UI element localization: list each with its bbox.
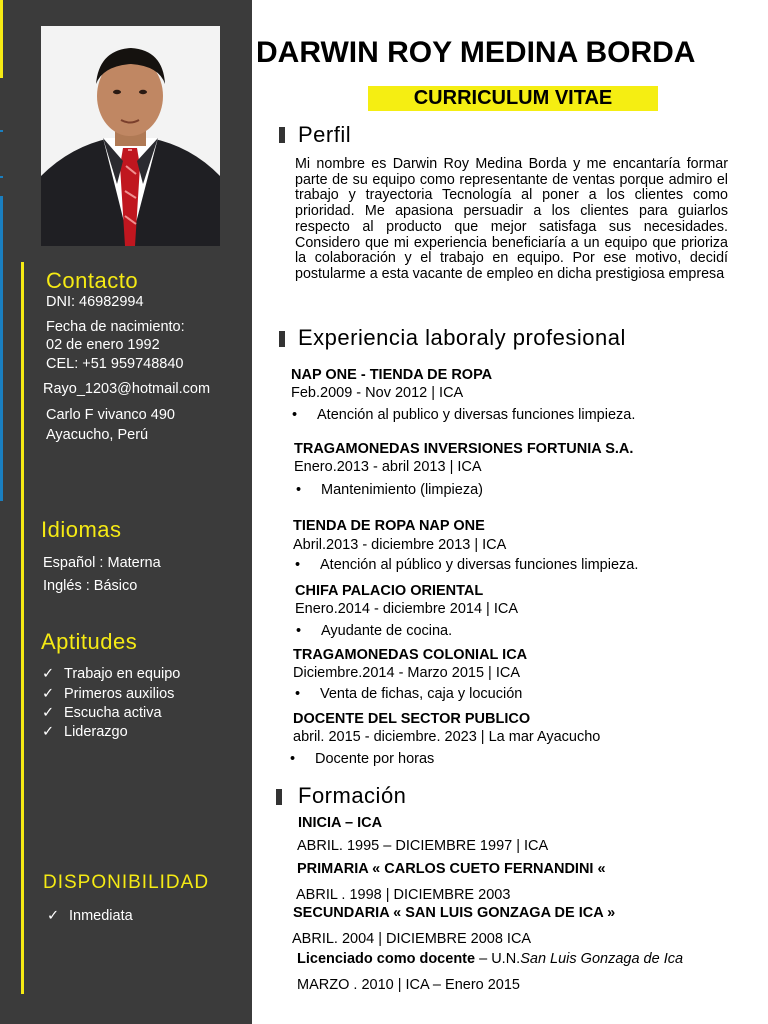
education-dates: ABRIL. 2004 | DICIEMBRE 2008 ICA (292, 931, 532, 947)
job-dates: abril. 2015 - diciembre. 2023 | La mar Ayacucho (293, 729, 601, 745)
education-title: INICIA – ICA (298, 815, 383, 831)
phone-text: CEL: +51 959748840 (46, 356, 184, 372)
bullet-icon: • (292, 407, 298, 423)
job-dates: Feb.2009 - Nov 2012 | ICA (291, 385, 464, 401)
section-marker-icon (279, 331, 285, 347)
job-duty: Mantenimiento (limpieza) (321, 482, 483, 498)
profile-heading: Perfil (298, 122, 352, 147)
candidate-name: DARWIN ROY MEDINA BORDA (256, 36, 696, 69)
skill-label: Trabajo en equipo (64, 666, 181, 682)
birth-date: 02 de enero 1992 (46, 337, 160, 353)
job-bullet (290, 751, 434, 767)
job-dates: Abril.2013 - diciembre 2013 | ICA (293, 537, 507, 553)
education-title (297, 951, 683, 967)
degree-institution: San Luis Gonzaga de Ica (520, 951, 684, 967)
skill-item (42, 724, 128, 740)
contact-heading: Contacto (46, 268, 139, 293)
check-icon: ✓ (42, 724, 55, 740)
bullet-icon: • (295, 557, 301, 573)
document-subtitle: CURRICULUM VITAE (413, 87, 613, 109)
skill-label: Escucha activa (64, 705, 162, 721)
education-heading: Formación (298, 783, 407, 808)
job-duty: Ayudante de cocina. (321, 623, 453, 639)
sidebar-accent-line (21, 262, 24, 994)
bullet-icon: • (290, 751, 296, 767)
address-line-1: Carlo F vivanco 490 (46, 407, 175, 423)
skill-label: Primeros auxilios (64, 686, 175, 702)
job-bullet (292, 407, 635, 423)
education-dates: MARZO . 2010 | ICA – Enero 2015 (297, 977, 520, 993)
check-icon: ✓ (42, 666, 55, 682)
birth-label: Fecha de nacimiento: (46, 319, 185, 335)
availability-item (47, 908, 133, 924)
skill-item (42, 686, 174, 702)
edge-accent-yellow (0, 0, 3, 78)
job-dates: Diciembre.2014 - Marzo 2015 | ICA (293, 665, 521, 681)
job-bullet (296, 482, 483, 498)
profile-text: Mi nombre es Darwin Roy Medina Borda y me encantaría formar parte de su equipo como representante de ventas porque admiro el trabajo y trayectoria Tecnología al poner a los clientes como prioridad. Me apasiona persuadir a los clientes para guiarlos respecto al producto que mejor satisfaga sus necesidades. Considero que mi experiencia beneficiaría a un equipo que prioriza la colaboración y el trabajo en equipo. Por ese motivo, decidí postularme a esta vacante de empleo en dicha prestigiosa empresa (295, 156, 728, 282)
job-bullet (296, 623, 452, 639)
job-duty: Atención al público y diversas funciones limpieza. (320, 557, 639, 573)
section-marker-icon (276, 789, 282, 805)
job-title: CHIFA PALACIO ORIENTAL (295, 583, 484, 599)
skill-label: Liderazgo (64, 724, 128, 740)
skill-item (42, 666, 180, 682)
availability-label: Inmediata (69, 908, 133, 924)
dni-text: DNI: 46982994 (46, 294, 144, 310)
edge-accent-blue (0, 196, 3, 501)
job-bullet (295, 557, 638, 573)
profile-photo (41, 26, 220, 246)
section-marker-icon (279, 127, 285, 143)
degree-label: Licenciado como docente (297, 951, 476, 967)
degree-institution-prefix: – U.N. (475, 951, 521, 967)
check-icon: ✓ (47, 908, 60, 924)
job-duty: Atención al publico y diversas funciones limpieza. (317, 407, 636, 423)
job-duty: Venta de fichas, caja y locución (320, 686, 523, 702)
languages-heading: Idiomas (41, 517, 122, 542)
job-dates: Enero.2014 - diciembre 2014 | ICA (295, 601, 519, 617)
job-duty: Docente por horas (315, 751, 435, 767)
address-line-2: Ayacucho, Perú (46, 427, 149, 443)
edge-tick (0, 176, 3, 178)
job-title: TRAGAMONEDAS COLONIAL ICA (293, 647, 528, 663)
bullet-icon: • (295, 686, 301, 702)
experience-heading: Experiencia laboraly profesional (298, 325, 626, 350)
education-title: PRIMARIA « CARLOS CUETO FERNANDINI « (297, 861, 606, 877)
job-title: TIENDA DE ROPA NAP ONE (293, 518, 485, 534)
availability-heading: DISPONIBILIDAD (43, 872, 210, 893)
bullet-icon: • (296, 482, 302, 498)
edge-tick (0, 130, 3, 132)
education-dates: ABRIL . 1998 | DICIEMBRE 2003 (296, 887, 511, 903)
check-icon: ✓ (42, 705, 55, 721)
bullet-icon: • (296, 623, 302, 639)
job-title: NAP ONE - TIENDA DE ROPA (291, 367, 493, 383)
job-title: TRAGAMONEDAS INVERSIONES FORTUNIA S.A. (294, 441, 634, 457)
job-title: DOCENTE DEL SECTOR PUBLICO (293, 711, 531, 727)
check-icon: ✓ (42, 686, 55, 702)
skill-item (42, 705, 162, 721)
education-dates: ABRIL. 1995 – DICIEMBRE 1997 | ICA (297, 838, 549, 854)
skills-heading: Aptitudes (41, 629, 138, 654)
education-title: SECUNDARIA « SAN LUIS GONZAGA DE ICA » (293, 905, 616, 921)
email-text: Rayo_1203@hotmail.com (43, 381, 211, 397)
language-item: Español : Materna (43, 555, 161, 571)
job-bullet (295, 686, 522, 702)
job-dates: Enero.2013 - abril 2013 | ICA (294, 459, 482, 475)
language-item: Inglés : Básico (43, 578, 138, 594)
